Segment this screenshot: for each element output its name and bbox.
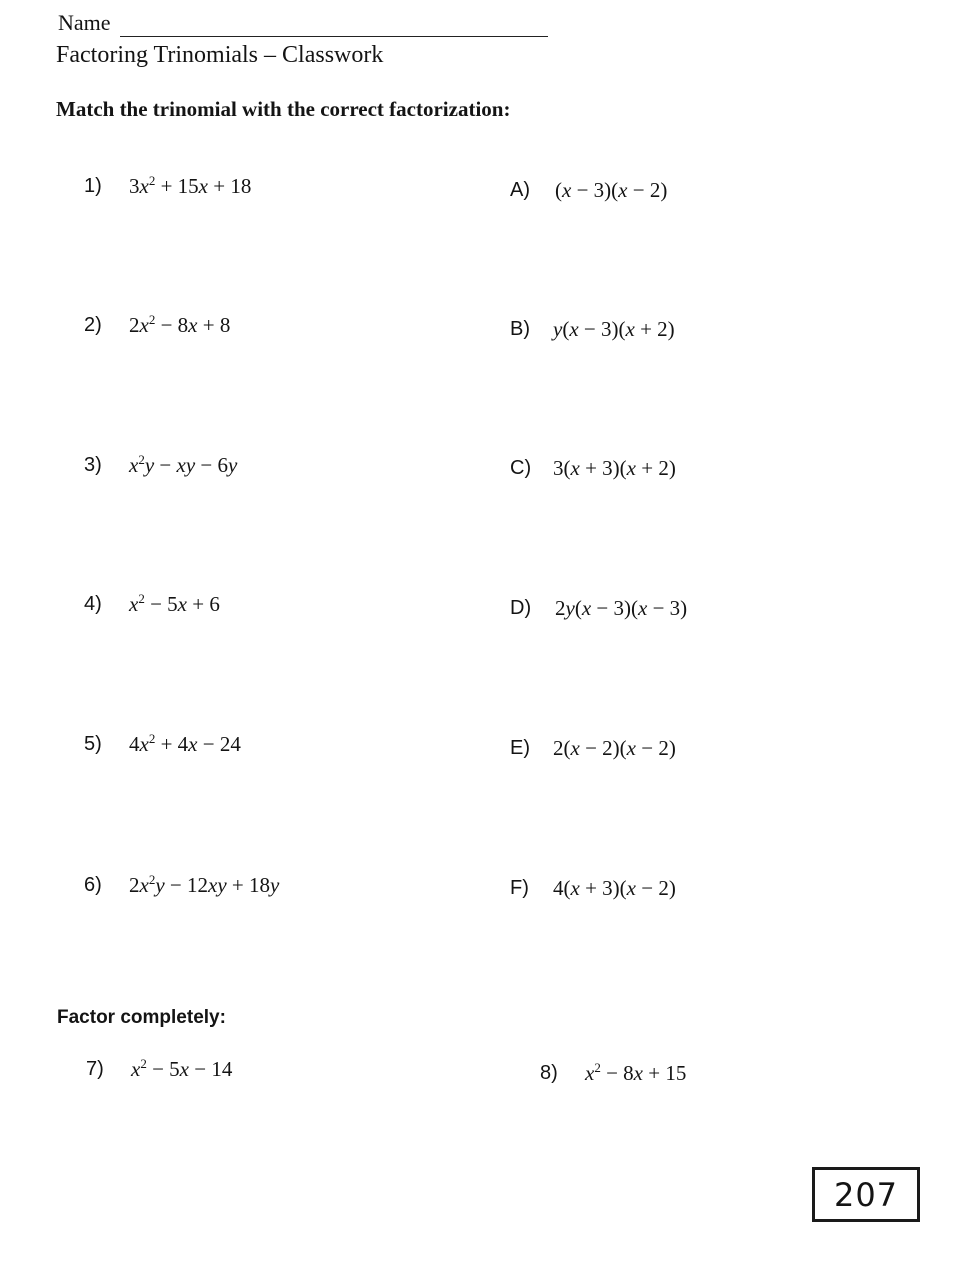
factorization-expression: 3(x + 3)(x + 2) xyxy=(553,456,676,480)
choice-letter: A) xyxy=(510,179,530,201)
choice-letter: E) xyxy=(510,737,530,759)
choice-letter: B) xyxy=(510,318,530,340)
factor-expression: $x^2 - 5x - 14$ xyxy=(131,1056,233,1081)
instructions: Match the trinomial with the correct factorization: xyxy=(56,97,511,121)
factor-section-heading: Factor completely: xyxy=(57,1007,226,1028)
name-label: Name xyxy=(58,10,111,35)
page-number-box xyxy=(812,1167,920,1222)
trinomial-expression: $4x^2 + 4x - 24$ xyxy=(129,731,241,756)
trinomial-expression: $x^2 - 5x + 6$ xyxy=(129,591,220,616)
problem-number: 2) xyxy=(84,314,102,336)
choice-letter: D) xyxy=(510,597,532,619)
factorization-expression: (x − 3)(x − 2) xyxy=(555,178,668,202)
problem-number: 3) xyxy=(84,454,102,476)
worksheet-title: Factoring Trinomials – Classwork xyxy=(56,42,384,68)
problem-number: 5) xyxy=(84,733,102,755)
problem-number: 6) xyxy=(84,874,102,896)
factorization-expression: 2y(x − 3)(x − 3) xyxy=(555,596,688,620)
problem-number: 1) xyxy=(84,175,102,197)
choice-letter: C) xyxy=(510,457,532,479)
factorization-expression: 2(x − 2)(x − 2) xyxy=(553,736,676,760)
problem-number: 4) xyxy=(84,593,102,615)
trinomial-expression: $x^2y$ − xy − 6y xyxy=(129,452,238,477)
choice-letter: F) xyxy=(510,877,529,899)
factorization-expression: 4(x + 3)(x − 2) xyxy=(553,876,676,900)
name-line xyxy=(120,36,548,37)
factor-expression: $x^2 - 8x + 15$ xyxy=(585,1060,687,1085)
page-number: 207 xyxy=(833,1175,899,1214)
trinomial-expression: $3x^2 + 15x + 18$ xyxy=(129,173,252,198)
factorization-expression: y(x − 3)(x + 2) xyxy=(553,317,675,341)
trinomial-expression: $2x^2 - 8x + 8$ xyxy=(129,312,231,337)
problem-number: 8) xyxy=(540,1062,558,1084)
trinomial-expression: $2x^2y - 12xy + 18y$ xyxy=(129,872,280,897)
problem-number: 7) xyxy=(86,1058,104,1080)
